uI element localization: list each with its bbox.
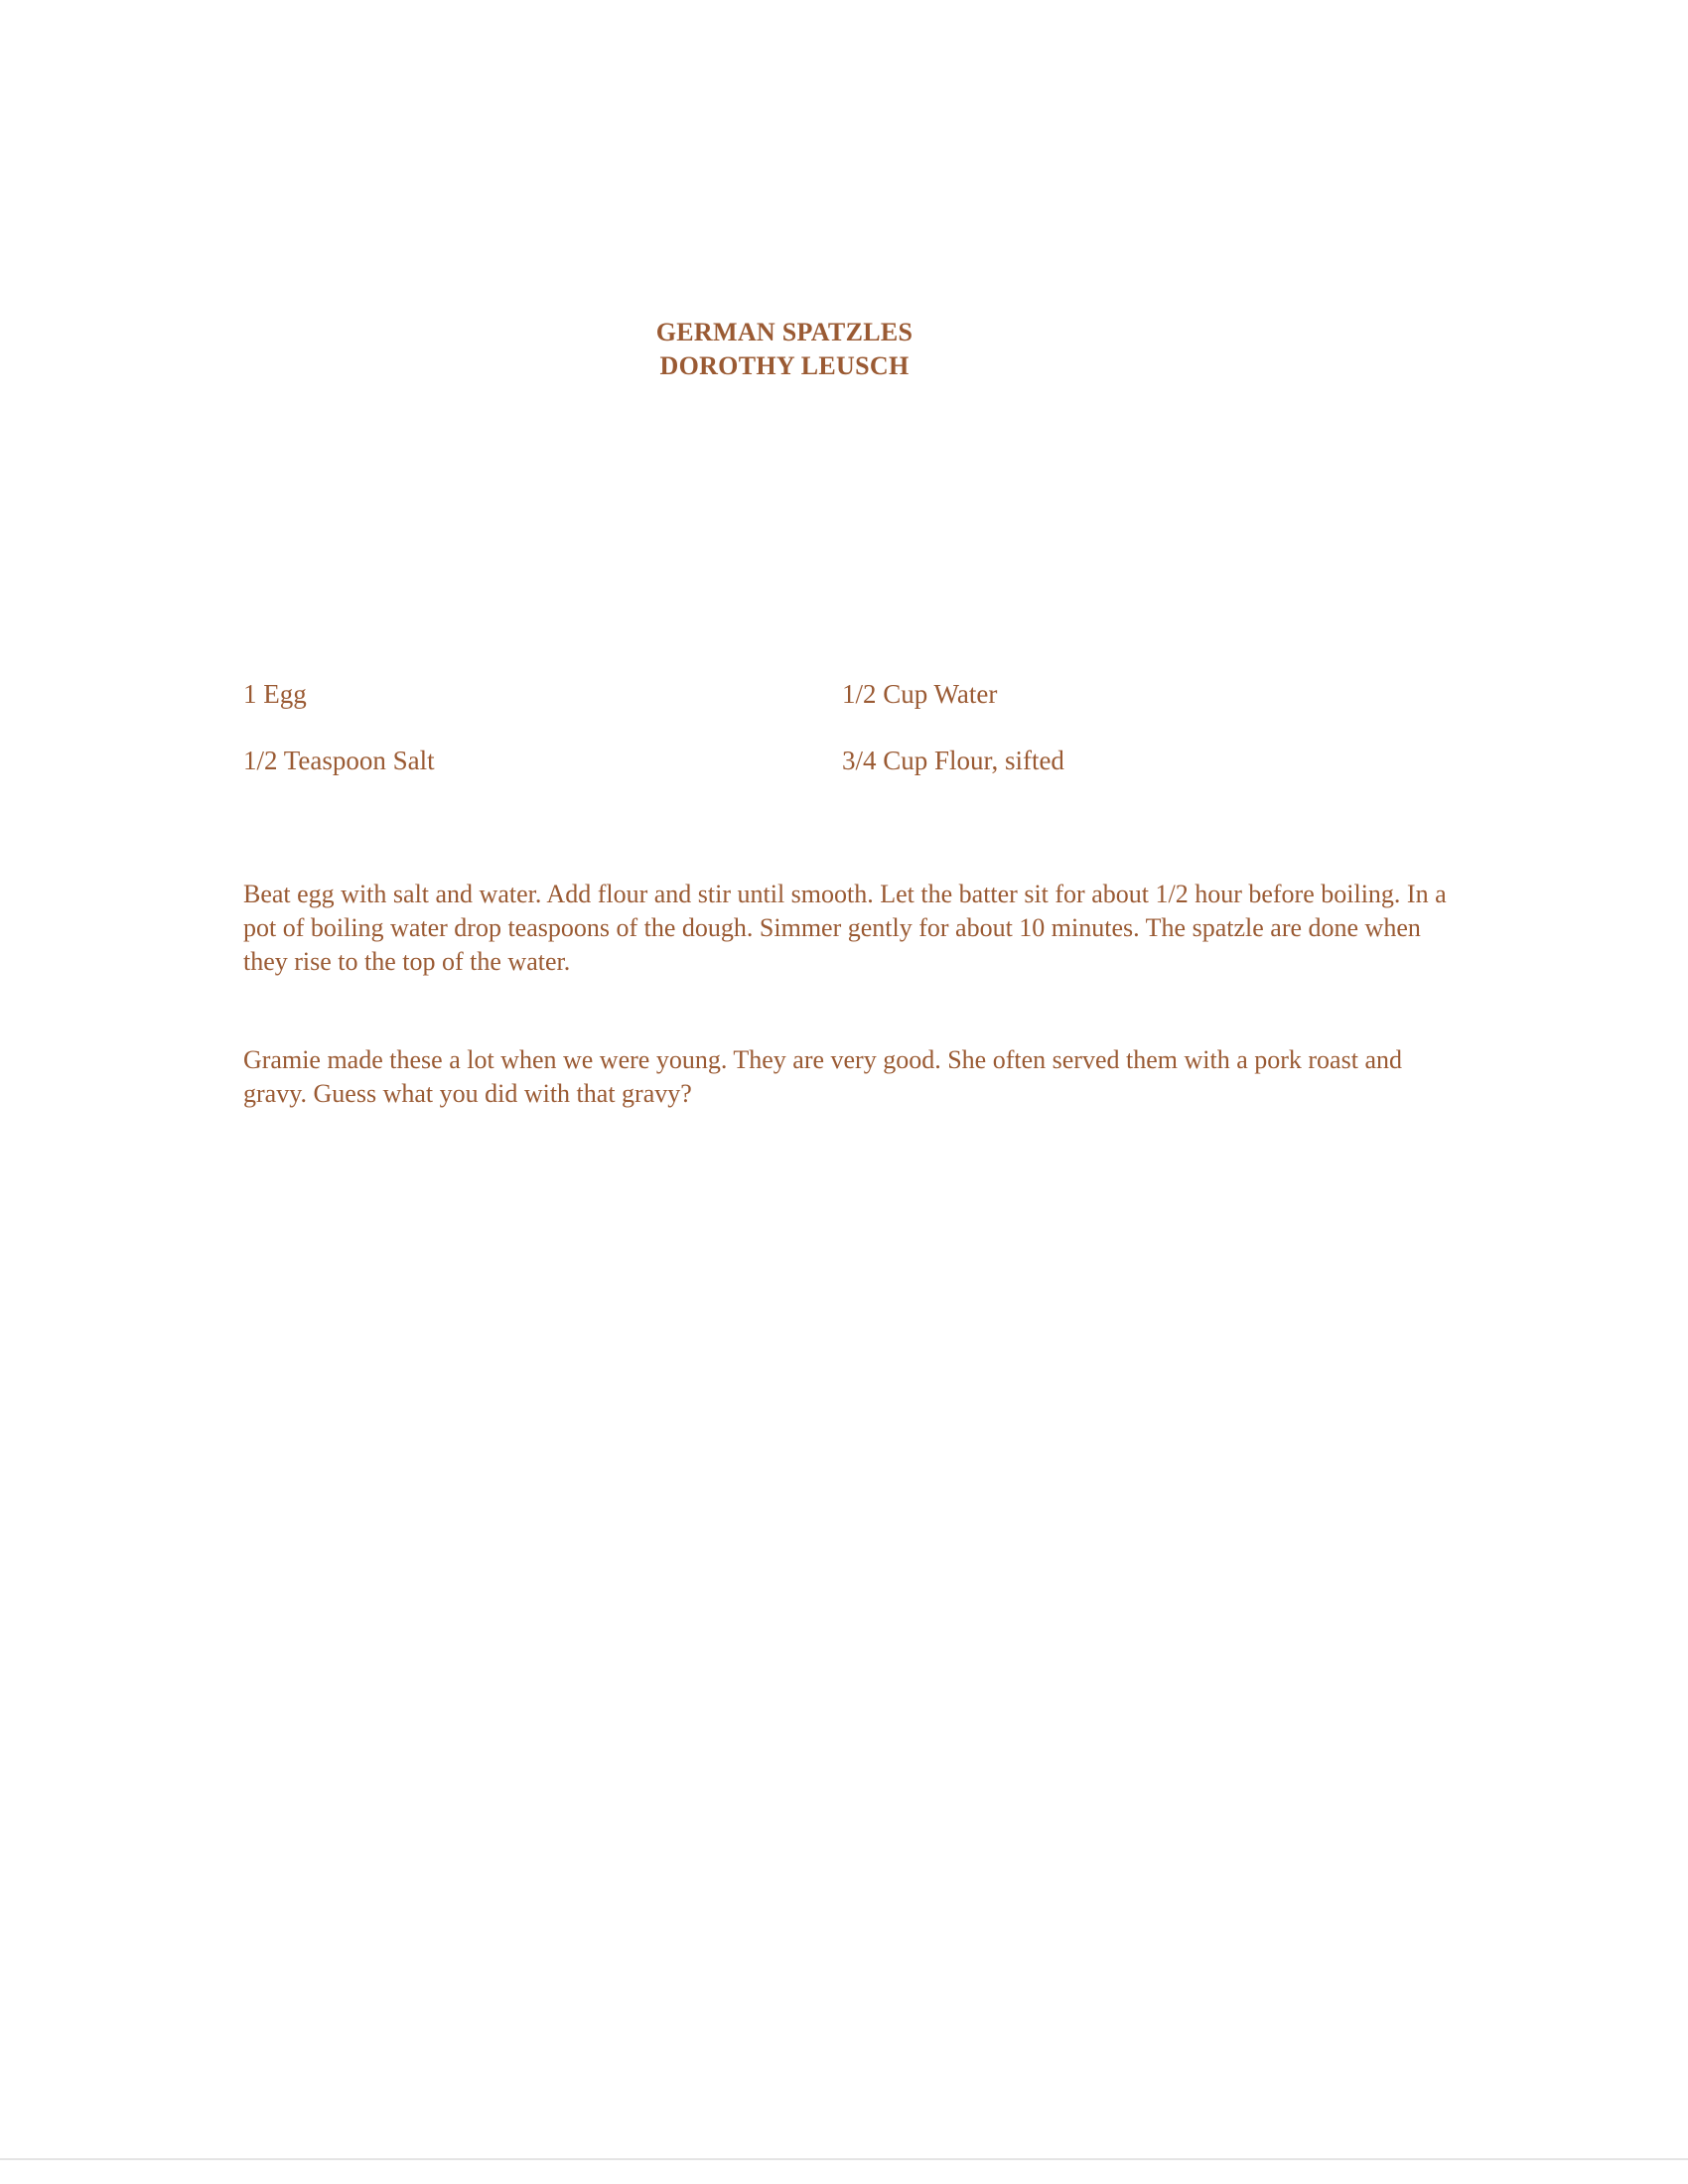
ingredient-item: 1/2 Teaspoon Salt xyxy=(243,746,435,775)
recipe-header xyxy=(556,316,1013,383)
recipe-title: GERMAN SPATZLES xyxy=(655,318,914,346)
instructions-paragraph: Beat egg with salt and water. Add flour and stir until smooth. Let the batter sit for about 1/2 hour before boiling. In a pot of boiling water drop teaspoons of the dough. Simmer gently for about 10 minutes. The spatzle are done when they rise to the top of the water. xyxy=(243,880,1447,976)
ingredient-item: 1/2 Cup Water xyxy=(842,679,998,709)
ingredient-item: 3/4 Cup Flour, sifted xyxy=(842,746,1064,775)
personal-note-paragraph: Gramie made these a lot when we were young. They are very good. She often served them with a pork roast and gravy. Guess what you did with that gravy? xyxy=(243,1045,1402,1108)
scan-edge-line xyxy=(0,2158,1688,2160)
ingredient-item: 1 Egg xyxy=(243,679,307,709)
recipe-author: DOROTHY LEUSCH xyxy=(659,351,910,380)
